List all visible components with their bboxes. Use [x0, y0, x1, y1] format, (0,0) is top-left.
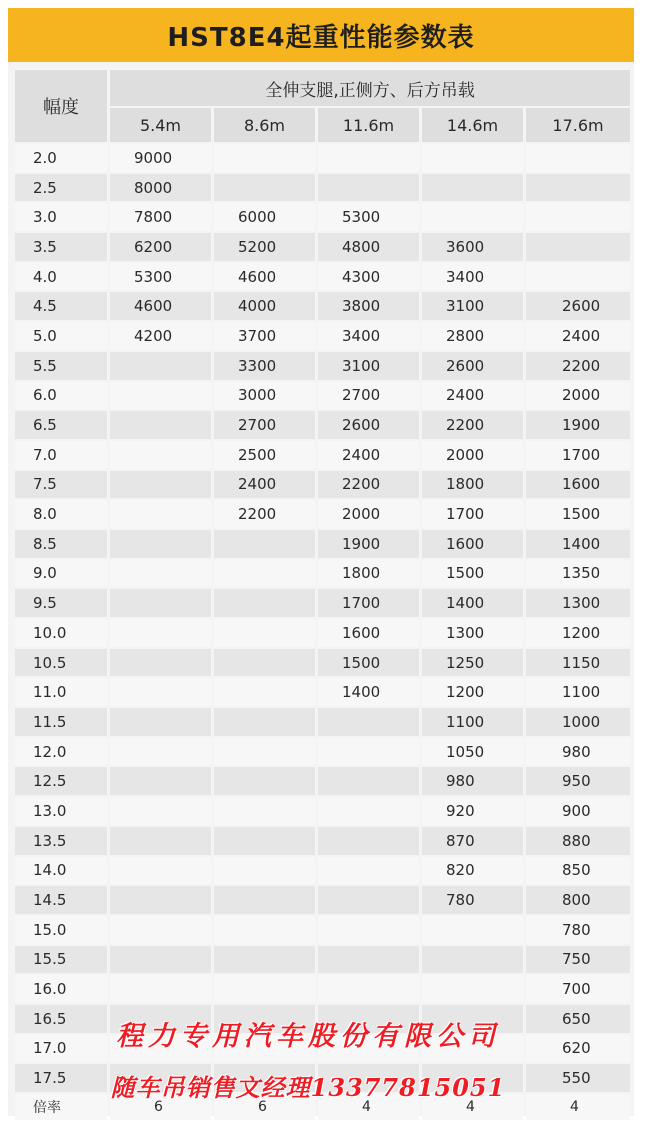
- capacity-cell: 4300: [318, 263, 419, 291]
- capacity-cell: 950: [526, 767, 630, 795]
- table-row: [15, 441, 630, 469]
- capacity-cell: 1250: [422, 649, 523, 677]
- radius-cell: 10.5: [15, 649, 107, 677]
- capacity-cell: [318, 797, 419, 825]
- capacity-cell: [422, 144, 523, 172]
- capacity-cell: [422, 916, 523, 944]
- capacity-cell: 1800: [318, 560, 419, 588]
- capacity-cell: 1100: [526, 678, 630, 706]
- capacity-cell: 1350: [526, 560, 630, 588]
- capacity-cell: 3000: [214, 382, 315, 410]
- radius-cell: 4.0: [15, 263, 107, 291]
- capacity-cell: [318, 916, 419, 944]
- capacity-cell: 3400: [422, 263, 523, 291]
- capacity-cell: [214, 678, 315, 706]
- capacity-cell: 780: [526, 916, 630, 944]
- capacity-cell: [422, 946, 523, 974]
- capacity-cell: [318, 708, 419, 736]
- table-row: [15, 708, 630, 736]
- radius-cell: 7.5: [15, 471, 107, 499]
- capacity-cell: 820: [422, 857, 523, 885]
- capacity-cell: 1200: [526, 619, 630, 647]
- capacity-cell: 2000: [422, 441, 523, 469]
- capacity-cell: [318, 174, 419, 202]
- table-row: [15, 411, 630, 439]
- capacity-cell: 1900: [318, 530, 419, 558]
- capacity-cell: 1100: [422, 708, 523, 736]
- capacity-cell: 4800: [318, 233, 419, 261]
- capacity-cell: 550: [526, 1064, 630, 1092]
- radius-cell: 17.5: [15, 1064, 107, 1092]
- table-row: [15, 263, 630, 291]
- capacity-cell: 1050: [422, 738, 523, 766]
- capacity-cell: 920: [422, 797, 523, 825]
- radius-cell: 3.0: [15, 203, 107, 231]
- capacity-cell: 2200: [318, 471, 419, 499]
- table-row: [15, 916, 630, 944]
- radius-cell: 11.0: [15, 678, 107, 706]
- capacity-cell: 1000: [526, 708, 630, 736]
- capacity-cell: 1700: [422, 500, 523, 528]
- capacity-cell: 1900: [526, 411, 630, 439]
- capacity-cell: [110, 619, 211, 647]
- capacity-cell: 2000: [318, 500, 419, 528]
- capacity-cell: 2400: [422, 382, 523, 410]
- radius-cell: 2.5: [15, 174, 107, 202]
- radius-cell: 13.0: [15, 797, 107, 825]
- capacity-cell: 2600: [526, 292, 630, 320]
- watermark-company: 程力专用汽车股份有限公司: [116, 1021, 500, 1052]
- capacity-cell: [526, 144, 630, 172]
- capacity-cell: [318, 886, 419, 914]
- capacity-cell: 2200: [422, 411, 523, 439]
- capacity-cell: 3300: [214, 352, 315, 380]
- capacity-cell: [214, 649, 315, 677]
- capacity-cell: 8000: [110, 174, 211, 202]
- table-row: [15, 560, 630, 588]
- capacity-cell: [110, 827, 211, 855]
- table-row: [15, 649, 630, 677]
- capacity-cell: [214, 767, 315, 795]
- capacity-cell: 1300: [422, 619, 523, 647]
- table-row: [15, 738, 630, 766]
- capacity-cell: 2400: [526, 322, 630, 350]
- radius-cell: 2.0: [15, 144, 107, 172]
- capacity-cell: 2200: [214, 500, 315, 528]
- capacity-cell: 980: [526, 738, 630, 766]
- capacity-cell: 980: [422, 767, 523, 795]
- capacity-cell: 5300: [318, 203, 419, 231]
- capacity-cell: [526, 263, 630, 291]
- table-row: [15, 886, 630, 914]
- capacity-cell: 2000: [526, 382, 630, 410]
- reeving-label: 倍率: [15, 1094, 107, 1120]
- radius-cell: 16.0: [15, 975, 107, 1003]
- capacity-cell: [422, 975, 523, 1003]
- capacity-cell: 3800: [318, 292, 419, 320]
- capacity-cell: [110, 738, 211, 766]
- capacity-cell: [110, 886, 211, 914]
- radius-cell: 13.5: [15, 827, 107, 855]
- capacity-cell: [526, 233, 630, 261]
- capacity-cell: [214, 738, 315, 766]
- table-row: [15, 471, 630, 499]
- capacity-cell: 1600: [422, 530, 523, 558]
- capacity-cell: 2600: [318, 411, 419, 439]
- capacity-cell: 1500: [318, 649, 419, 677]
- capacity-cell: 3100: [318, 352, 419, 380]
- table-row: [15, 827, 630, 855]
- radius-cell: 10.0: [15, 619, 107, 647]
- table-row: [15, 619, 630, 647]
- capacity-cell: [214, 144, 315, 172]
- capacity-cell: [110, 382, 211, 410]
- capacity-cell: 620: [526, 1035, 630, 1063]
- table-row: [15, 500, 630, 528]
- capacity-cell: 1700: [318, 589, 419, 617]
- capacity-cell: [110, 500, 211, 528]
- capacity-cell: 1500: [422, 560, 523, 588]
- capacity-cell: 3600: [422, 233, 523, 261]
- capacity-cell: 850: [526, 857, 630, 885]
- capacity-cell: 6000: [214, 203, 315, 231]
- capacity-cell: [110, 916, 211, 944]
- condition-header: 全伸支腿,正侧方、后方吊载: [110, 70, 630, 106]
- capacity-cell: 2800: [422, 322, 523, 350]
- capacity-cell: 880: [526, 827, 630, 855]
- radius-cell: 9.0: [15, 560, 107, 588]
- capacity-cell: [214, 589, 315, 617]
- capacity-cell: 750: [526, 946, 630, 974]
- boom-length-header: 5.4m: [110, 108, 211, 142]
- table-row: [15, 975, 630, 1003]
- reeving-value: 6: [110, 1094, 211, 1120]
- capacity-cell: [214, 975, 315, 1003]
- radius-cell: 7.0: [15, 441, 107, 469]
- boom-length-header: 14.6m: [422, 108, 523, 142]
- table-row: [15, 530, 630, 558]
- capacity-cell: 1400: [422, 589, 523, 617]
- capacity-cell: [318, 144, 419, 172]
- capacity-cell: [318, 827, 419, 855]
- capacity-cell: [110, 411, 211, 439]
- capacity-cell: 1300: [526, 589, 630, 617]
- lifting-capacity-table: [12, 68, 633, 1122]
- capacity-cell: [214, 857, 315, 885]
- table-row: [15, 174, 630, 202]
- table-row: [15, 352, 630, 380]
- table-title: HST8E4起重性能参数表: [8, 8, 634, 62]
- capacity-cell: 900: [526, 797, 630, 825]
- capacity-cell: 1400: [526, 530, 630, 558]
- capacity-cell: 2700: [214, 411, 315, 439]
- radius-cell: 6.5: [15, 411, 107, 439]
- capacity-cell: [110, 678, 211, 706]
- reeving-value: 4: [318, 1094, 419, 1120]
- capacity-cell: [110, 530, 211, 558]
- capacity-cell: 1500: [526, 500, 630, 528]
- radius-cell: 4.5: [15, 292, 107, 320]
- capacity-cell: 1200: [422, 678, 523, 706]
- capacity-cell: [110, 649, 211, 677]
- radius-cell: 6.0: [15, 382, 107, 410]
- capacity-cell: [110, 946, 211, 974]
- capacity-cell: [318, 975, 419, 1003]
- radius-cell: 16.5: [15, 1005, 107, 1033]
- capacity-cell: 650: [526, 1005, 630, 1033]
- capacity-cell: 1150: [526, 649, 630, 677]
- capacity-cell: 2700: [318, 382, 419, 410]
- radius-cell: 9.5: [15, 589, 107, 617]
- capacity-cell: [318, 738, 419, 766]
- capacity-cell: [214, 560, 315, 588]
- capacity-cell: [110, 352, 211, 380]
- reeving-value: 6: [214, 1094, 315, 1120]
- capacity-cell: [214, 946, 315, 974]
- capacity-cell: [110, 560, 211, 588]
- capacity-cell: [110, 471, 211, 499]
- spec-sheet: [8, 8, 634, 1116]
- table-row: [15, 589, 630, 617]
- capacity-cell: 5300: [110, 263, 211, 291]
- capacity-cell: 780: [422, 886, 523, 914]
- radius-cell: 14.5: [15, 886, 107, 914]
- capacity-cell: [214, 708, 315, 736]
- watermark-contact: 随车吊销售文经理13377815051: [110, 1073, 506, 1102]
- boom-length-header: 17.6m: [526, 108, 630, 142]
- capacity-cell: 4600: [214, 263, 315, 291]
- table-row: [15, 292, 630, 320]
- capacity-cell: [110, 797, 211, 825]
- capacity-cell: 3400: [318, 322, 419, 350]
- amplitude-header: 幅度: [15, 70, 107, 142]
- capacity-cell: [110, 767, 211, 795]
- capacity-cell: 3700: [214, 322, 315, 350]
- capacity-cell: [110, 857, 211, 885]
- table-row: [15, 857, 630, 885]
- radius-cell: 8.5: [15, 530, 107, 558]
- radius-cell: 8.0: [15, 500, 107, 528]
- capacity-cell: [526, 174, 630, 202]
- reeving-value: 4: [422, 1094, 523, 1120]
- table-row: [15, 144, 630, 172]
- capacity-cell: 700: [526, 975, 630, 1003]
- capacity-cell: [318, 857, 419, 885]
- capacity-cell: 800: [526, 886, 630, 914]
- capacity-cell: 9000: [110, 144, 211, 172]
- capacity-cell: [422, 203, 523, 231]
- boom-length-header: 8.6m: [214, 108, 315, 142]
- capacity-cell: 1800: [422, 471, 523, 499]
- radius-cell: 5.0: [15, 322, 107, 350]
- capacity-cell: 2400: [318, 441, 419, 469]
- capacity-cell: [110, 975, 211, 1003]
- capacity-cell: [318, 946, 419, 974]
- table-row: [15, 767, 630, 795]
- capacity-cell: [110, 708, 211, 736]
- table-row: [15, 382, 630, 410]
- capacity-cell: 1700: [526, 441, 630, 469]
- capacity-cell: 870: [422, 827, 523, 855]
- radius-cell: 14.0: [15, 857, 107, 885]
- capacity-cell: 2400: [214, 471, 315, 499]
- capacity-cell: 4000: [214, 292, 315, 320]
- capacity-cell: 1600: [526, 471, 630, 499]
- capacity-cell: [214, 827, 315, 855]
- capacity-cell: 3100: [422, 292, 523, 320]
- capacity-cell: [214, 916, 315, 944]
- reeving-value: 4: [526, 1094, 630, 1120]
- capacity-cell: 2200: [526, 352, 630, 380]
- boom-length-header: 11.6m: [318, 108, 419, 142]
- capacity-cell: [318, 767, 419, 795]
- table-row: [15, 678, 630, 706]
- radius-cell: 5.5: [15, 352, 107, 380]
- capacity-cell: [214, 530, 315, 558]
- table-row: [15, 797, 630, 825]
- capacity-cell: [214, 619, 315, 647]
- radius-cell: 15.5: [15, 946, 107, 974]
- capacity-cell: 7800: [110, 203, 211, 231]
- capacity-cell: 5200: [214, 233, 315, 261]
- capacity-cell: [214, 886, 315, 914]
- capacity-cell: 1600: [318, 619, 419, 647]
- radius-cell: 17.0: [15, 1035, 107, 1063]
- radius-cell: 12.5: [15, 767, 107, 795]
- radius-cell: 12.0: [15, 738, 107, 766]
- table-row: [15, 203, 630, 231]
- capacity-cell: 2500: [214, 441, 315, 469]
- capacity-cell: 2600: [422, 352, 523, 380]
- radius-cell: 11.5: [15, 708, 107, 736]
- capacity-cell: [526, 203, 630, 231]
- capacity-cell: 1400: [318, 678, 419, 706]
- capacity-cell: 4200: [110, 322, 211, 350]
- capacity-cell: [214, 797, 315, 825]
- table-row: [15, 946, 630, 974]
- capacity-cell: [214, 174, 315, 202]
- radius-cell: 3.5: [15, 233, 107, 261]
- capacity-cell: [422, 174, 523, 202]
- radius-cell: 15.0: [15, 916, 107, 944]
- capacity-cell: [110, 589, 211, 617]
- capacity-cell: 4600: [110, 292, 211, 320]
- capacity-cell: [110, 441, 211, 469]
- table-row: [15, 233, 630, 261]
- table-row: [15, 322, 630, 350]
- capacity-cell: 6200: [110, 233, 211, 261]
